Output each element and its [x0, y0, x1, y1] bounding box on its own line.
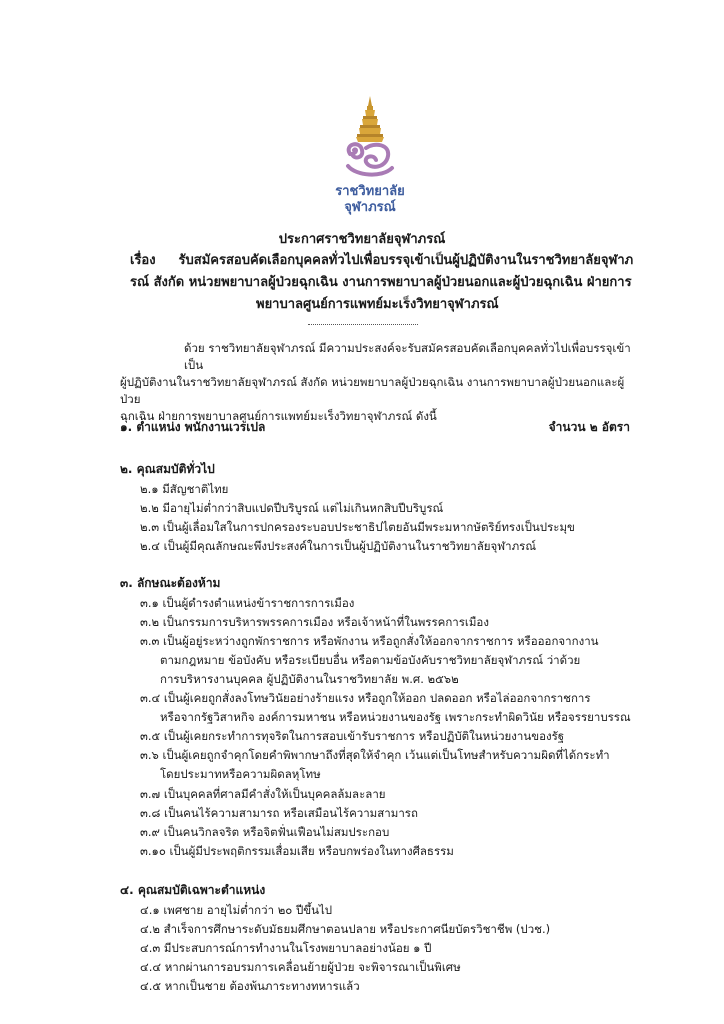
- list-item: โดยประมาทหรือความผิดลหุโทษ: [160, 767, 321, 781]
- section3-title: ๓. ลักษณะต้องห้าม: [120, 576, 221, 590]
- list-item: ๒.๒ มีอายุไม่ต่ำกว่าสิบแปดปีบริบูรณ์ แต่ไม่เกินหกสิบปีบริบูรณ์: [140, 501, 444, 515]
- list-item: ๓.๗ เป็นบุคคลที่ศาลมีคำสั่งให้เป็นบุคคลล้มละลาย: [140, 787, 386, 801]
- title-separator: [308, 324, 418, 325]
- subject-line3: พยาบาลศูนย์การแพทย์มะเร็งวิทยาจุฬาภรณ์: [256, 297, 499, 312]
- list-item: ๔.๒ สำเร็จการศึกษาระดับมัธยมศึกษาตอนปลาย หรือประกาศนียบัตรวิชาชีพ (ปวช.): [140, 922, 551, 936]
- crown-emblem-icon: [330, 94, 410, 184]
- subject-text: รับสมัครสอบคัดเลือกบุคคลทั่วไปเพื่อบรรจุเข้าเป็นผู้ปฏิบัติงานในราชวิทยาลัยจุฬาภ: [178, 253, 634, 268]
- intro-line1: ด้วย ราชวิทยาลัยจุฬาภรณ์ มีความประสงค์จะรับสมัครสอบคัดเลือกบุคคลทั่วไปเพื่อบรรจุเข้าเป็น: [184, 341, 631, 372]
- list-item: ๓.๙ เป็นคนวิกลจริต หรือจิตฟั่นเฟือนไม่สมประกอบ: [140, 825, 390, 839]
- position-quota: จำนวน ๒ อัตรา: [548, 420, 630, 434]
- announcement-title: ประกาศราชวิทยาลัยจุฬาภรณ์: [278, 232, 446, 247]
- list-item: ๓.๓ เป็นผู้อยู่ระหว่างถูกพักราชการ หรือพักงาน หรือถูกสั่งให้ออกจากราชการ หรือออกจากงาน: [140, 634, 599, 648]
- intro-paragraph: [120, 340, 640, 425]
- list-item: ๒.๔ เป็นผู้มีคุณลักษณะพึงประสงค์ในการเป็นผู้ปฏิบัติงานในราชวิทยาลัยจุฬาภรณ์: [140, 539, 537, 553]
- list-item: ๔.๓ มีประสบการณ์การทำงานในโรงพยาบาลอย่างน้อย ๑ ปี: [140, 941, 432, 955]
- institution-logo: [330, 94, 410, 224]
- list-item: ๒.๓ เป็นผู้เลื่อมใสในการปกครองระบอบประชาธิปไตยอันมีพระมหากษัตริย์ทรงเป็นประมุข: [140, 520, 575, 534]
- list-item: ๔.๔ หากผ่านการอบรมการเคลื่อนย้ายผู้ป่วย จะพิจารณาเป็นพิเศษ: [140, 960, 461, 974]
- list-item: ๓.๑ เป็นผู้ดำรงตำแหน่งข้าราชการการเมือง: [140, 596, 355, 610]
- position-label: ๑. ตำแหน่ง พนักงานเวรเปล: [120, 420, 266, 434]
- intro-line2: ผู้ปฏิบัติงานในราชวิทยาลัยจุฬาภรณ์ สังกัด หน่วยพยาบาลผู้ป่วยฉุกเฉิน งานการพยาบาลผู้ป่วยนอกและผู้ป่วย: [120, 375, 625, 406]
- logo-text-line1: ราชวิทยาลัย: [335, 184, 405, 199]
- logo-text-line2: จุฬาภรณ์: [344, 200, 396, 215]
- list-item: การบริหารงานบุคคล ผู้ปฏิบัติงานในราชวิทยาลัย พ.ศ. ๒๕๖๒: [160, 672, 459, 686]
- list-item: ๓.๕ เป็นผู้เคยกระทำการทุจริตในการสอบเข้ารับราชการ หรือปฏิบัติในหน่วยงานของรัฐ: [140, 729, 565, 743]
- section2-title: ๒. คุณสมบัติทั่วไป: [120, 462, 215, 476]
- list-item: ๔.๑ เพศชาย อายุไม่ต่ำกว่า ๒๐ ปีขึ้นไป: [140, 903, 333, 917]
- list-item: ๔.๕ หากเป็นชาย ต้องพ้นภาระทางทหารแล้ว: [140, 979, 360, 993]
- list-item: ๓.๖ เป็นผู้เคยถูกจำคุกโดยคำพิพากษาถึงที่สุดให้จำคุก เว้นแต่เป็นโทษสำหรับความผิดที่ได้กระทำ: [140, 748, 610, 762]
- list-item: ๓.๔ เป็นผู้เคยถูกสั่งลงโทษวินัยอย่างร้ายแรง หรือถูกให้ออก ปลดออก หรือไล่ออกจากราชการ: [140, 691, 591, 705]
- list-item: หรือจากรัฐวิสาหกิจ องค์การมหาชน หรือหน่วยงานของรัฐ เพราะกระทำผิดวินัย หรือจรรยาบรรณ: [160, 710, 631, 724]
- subject-label: เรื่อง: [130, 253, 156, 268]
- position-row: [120, 418, 630, 437]
- list-item: ๓.๘ เป็นคนไร้ความสามารถ หรือเสมือนไร้ความสามารถ: [140, 806, 418, 820]
- list-item: ตามกฎหมาย ข้อบังคับ หรือระเบียบอื่น หรือตามข้อบังคับราชวิทยาลัยจุฬาภรณ์ ว่าด้วย: [160, 653, 581, 667]
- subject-line1: [130, 250, 640, 271]
- list-item: ๒.๑ มีสัญชาติไทย: [140, 482, 229, 496]
- intro-line3: ฉุกเฉิน ฝ่ายการพยาบาลศูนย์การแพทย์มะเร็งวิทยาจุฬาภรณ์ ดังนี้: [120, 409, 437, 423]
- list-item: ๓.๑๐ เป็นผู้มีประพฤติกรรมเสื่อมเสีย หรือบกพร่องในทางศีลธรรม: [140, 844, 454, 858]
- section4-title: ๔. คุณสมบัติเฉพาะตำแหน่ง: [120, 883, 266, 897]
- list-item: ๓.๒ เป็นกรรมการบริหารพรรคการเมือง หรือเจ้าหน้าที่ในพรรคการเมือง: [140, 615, 489, 629]
- subject-line2: รณ์ สังกัด หน่วยพยาบาลผู้ป่วยฉุกเฉิน งานการพยาบาลผู้ป่วยนอกและผู้ป่วยฉุกเฉิน ฝ่ายการ: [130, 275, 632, 290]
